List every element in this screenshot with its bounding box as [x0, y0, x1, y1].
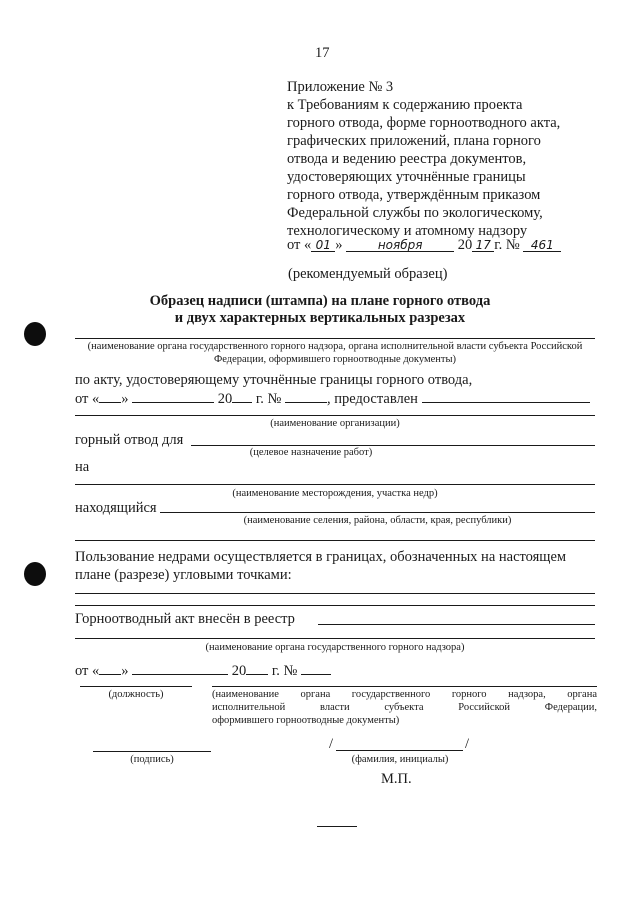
caption-deposit: (наименование месторождения, участка недр): [232, 488, 438, 499]
page-number: 17: [315, 45, 330, 61]
appendix-title: Приложение № 3: [287, 79, 394, 95]
caption-location: (наименование селения, района, области, края, республики): [243, 515, 512, 526]
handwritten-number: 461: [523, 236, 561, 252]
appendix-date: [287, 236, 561, 254]
appendix-line: технологическому и атомному надзору: [287, 223, 528, 239]
punch-hole-mark: [24, 562, 46, 586]
points-blank: [75, 593, 595, 594]
signature-blank: [93, 751, 211, 752]
appendix-line: удостоверяющих уточнённые границы: [287, 169, 526, 185]
usage-line-2: плане (разрезе) угловыми точками:: [75, 567, 292, 583]
number-blank: [301, 659, 331, 675]
registry-blank: [318, 624, 595, 625]
number-prefix: г. №: [271, 663, 298, 679]
organization-blank: [75, 415, 595, 416]
appendix-line: отвода и ведению реестра документов,: [287, 151, 527, 167]
supervision-blank: [75, 638, 595, 639]
separator-blank: [75, 540, 595, 541]
month-blank: [132, 659, 228, 675]
year-blank: [246, 659, 268, 675]
number-prefix: г. №: [255, 391, 282, 407]
appendix-line: графических приложений, плана горного: [287, 133, 541, 149]
deposit-blank: [75, 484, 595, 485]
registry-date-row: [75, 659, 331, 680]
recommended-sample: (рекомендуемый образец): [288, 266, 448, 282]
punch-hole-mark: [24, 322, 46, 346]
handwritten-day: 01: [311, 236, 335, 252]
act-line: по акту, удостоверяющему уточнённые границы горного отвода,: [75, 372, 473, 388]
year-prefix: 20: [217, 391, 233, 407]
day-blank: [99, 387, 121, 403]
authority-blank-2: [212, 686, 597, 687]
handwritten-year: 17: [472, 236, 494, 252]
stamp-label: М.П.: [381, 771, 412, 787]
quote-open: от «: [75, 391, 100, 407]
heading-line-1: Образец надписи (штампа) на плане горного отвода: [149, 293, 491, 309]
caption-organization: (наименование организации): [270, 418, 400, 429]
caption-authority-2-line-3: оформившего горноотводные документы): [212, 715, 400, 726]
usage-line-1: Пользование недрами осуществляется в границах, обозначенных на настоящем: [75, 549, 567, 565]
caption-position: (должность): [108, 689, 164, 700]
date-mid: »: [335, 237, 343, 253]
provided-label: , предоставлен: [326, 391, 418, 407]
quote-close: »: [121, 663, 129, 679]
caption-authority-2-line-2: исполнительной власти субъекта Российской Федерации,: [212, 702, 597, 713]
slash-open: /: [329, 736, 334, 752]
position-blank: [80, 686, 192, 687]
mining-for-label: горный отвод для: [75, 432, 184, 448]
appendix-line: горного отвода, форме горноотводного акта,: [287, 115, 561, 131]
quote-open: от «: [75, 663, 100, 679]
caption-name: (фамилия, инициалы): [351, 754, 449, 765]
slash-close: /: [465, 736, 470, 752]
name-blank: [336, 750, 463, 751]
number-blank: [285, 387, 327, 403]
na-label: на: [75, 459, 90, 475]
number-prefix: г. №: [494, 237, 520, 253]
located-label: находящийся: [75, 500, 157, 516]
closing-rule: [317, 826, 357, 827]
location-blank: [160, 512, 595, 513]
appendix-line: к Требованиям к содержанию проекта: [287, 97, 523, 113]
year-prefix: 20: [457, 237, 473, 253]
year-prefix: 20: [231, 663, 247, 679]
caption-supervision: (наименование органа государственного горного надзора): [205, 642, 465, 653]
day-blank: [99, 659, 121, 675]
act-date-row: [75, 387, 590, 408]
quote-close: »: [121, 391, 129, 407]
provided-blank: [422, 387, 590, 403]
caption-authority-2-line-1: (наименование органа государственного горного надзора, органа: [212, 689, 597, 700]
month-blank: [132, 387, 214, 403]
authority-blank: [75, 338, 595, 339]
heading-line-2: и двух характерных вертикальных разрезах: [174, 310, 466, 326]
year-blank: [232, 387, 252, 403]
caption-authority: (наименование органа государственного горного надзора, органа исполнительной власти субъекта Российской Федерации, оформившего горноотводные документы): [87, 341, 583, 365]
handwritten-month: ноября: [346, 236, 454, 252]
appendix-line: горного отвода, утверждённым приказом: [287, 187, 541, 203]
points-blank: [75, 605, 595, 606]
caption-purpose: (целевое назначение работ): [249, 447, 373, 458]
registry-label: Горноотводный акт внесён в реестр: [75, 611, 295, 627]
date-prefix: от «: [287, 237, 312, 253]
caption-signature: (подпись): [130, 754, 174, 765]
appendix-line: Федеральной службы по экологическому,: [287, 205, 543, 221]
